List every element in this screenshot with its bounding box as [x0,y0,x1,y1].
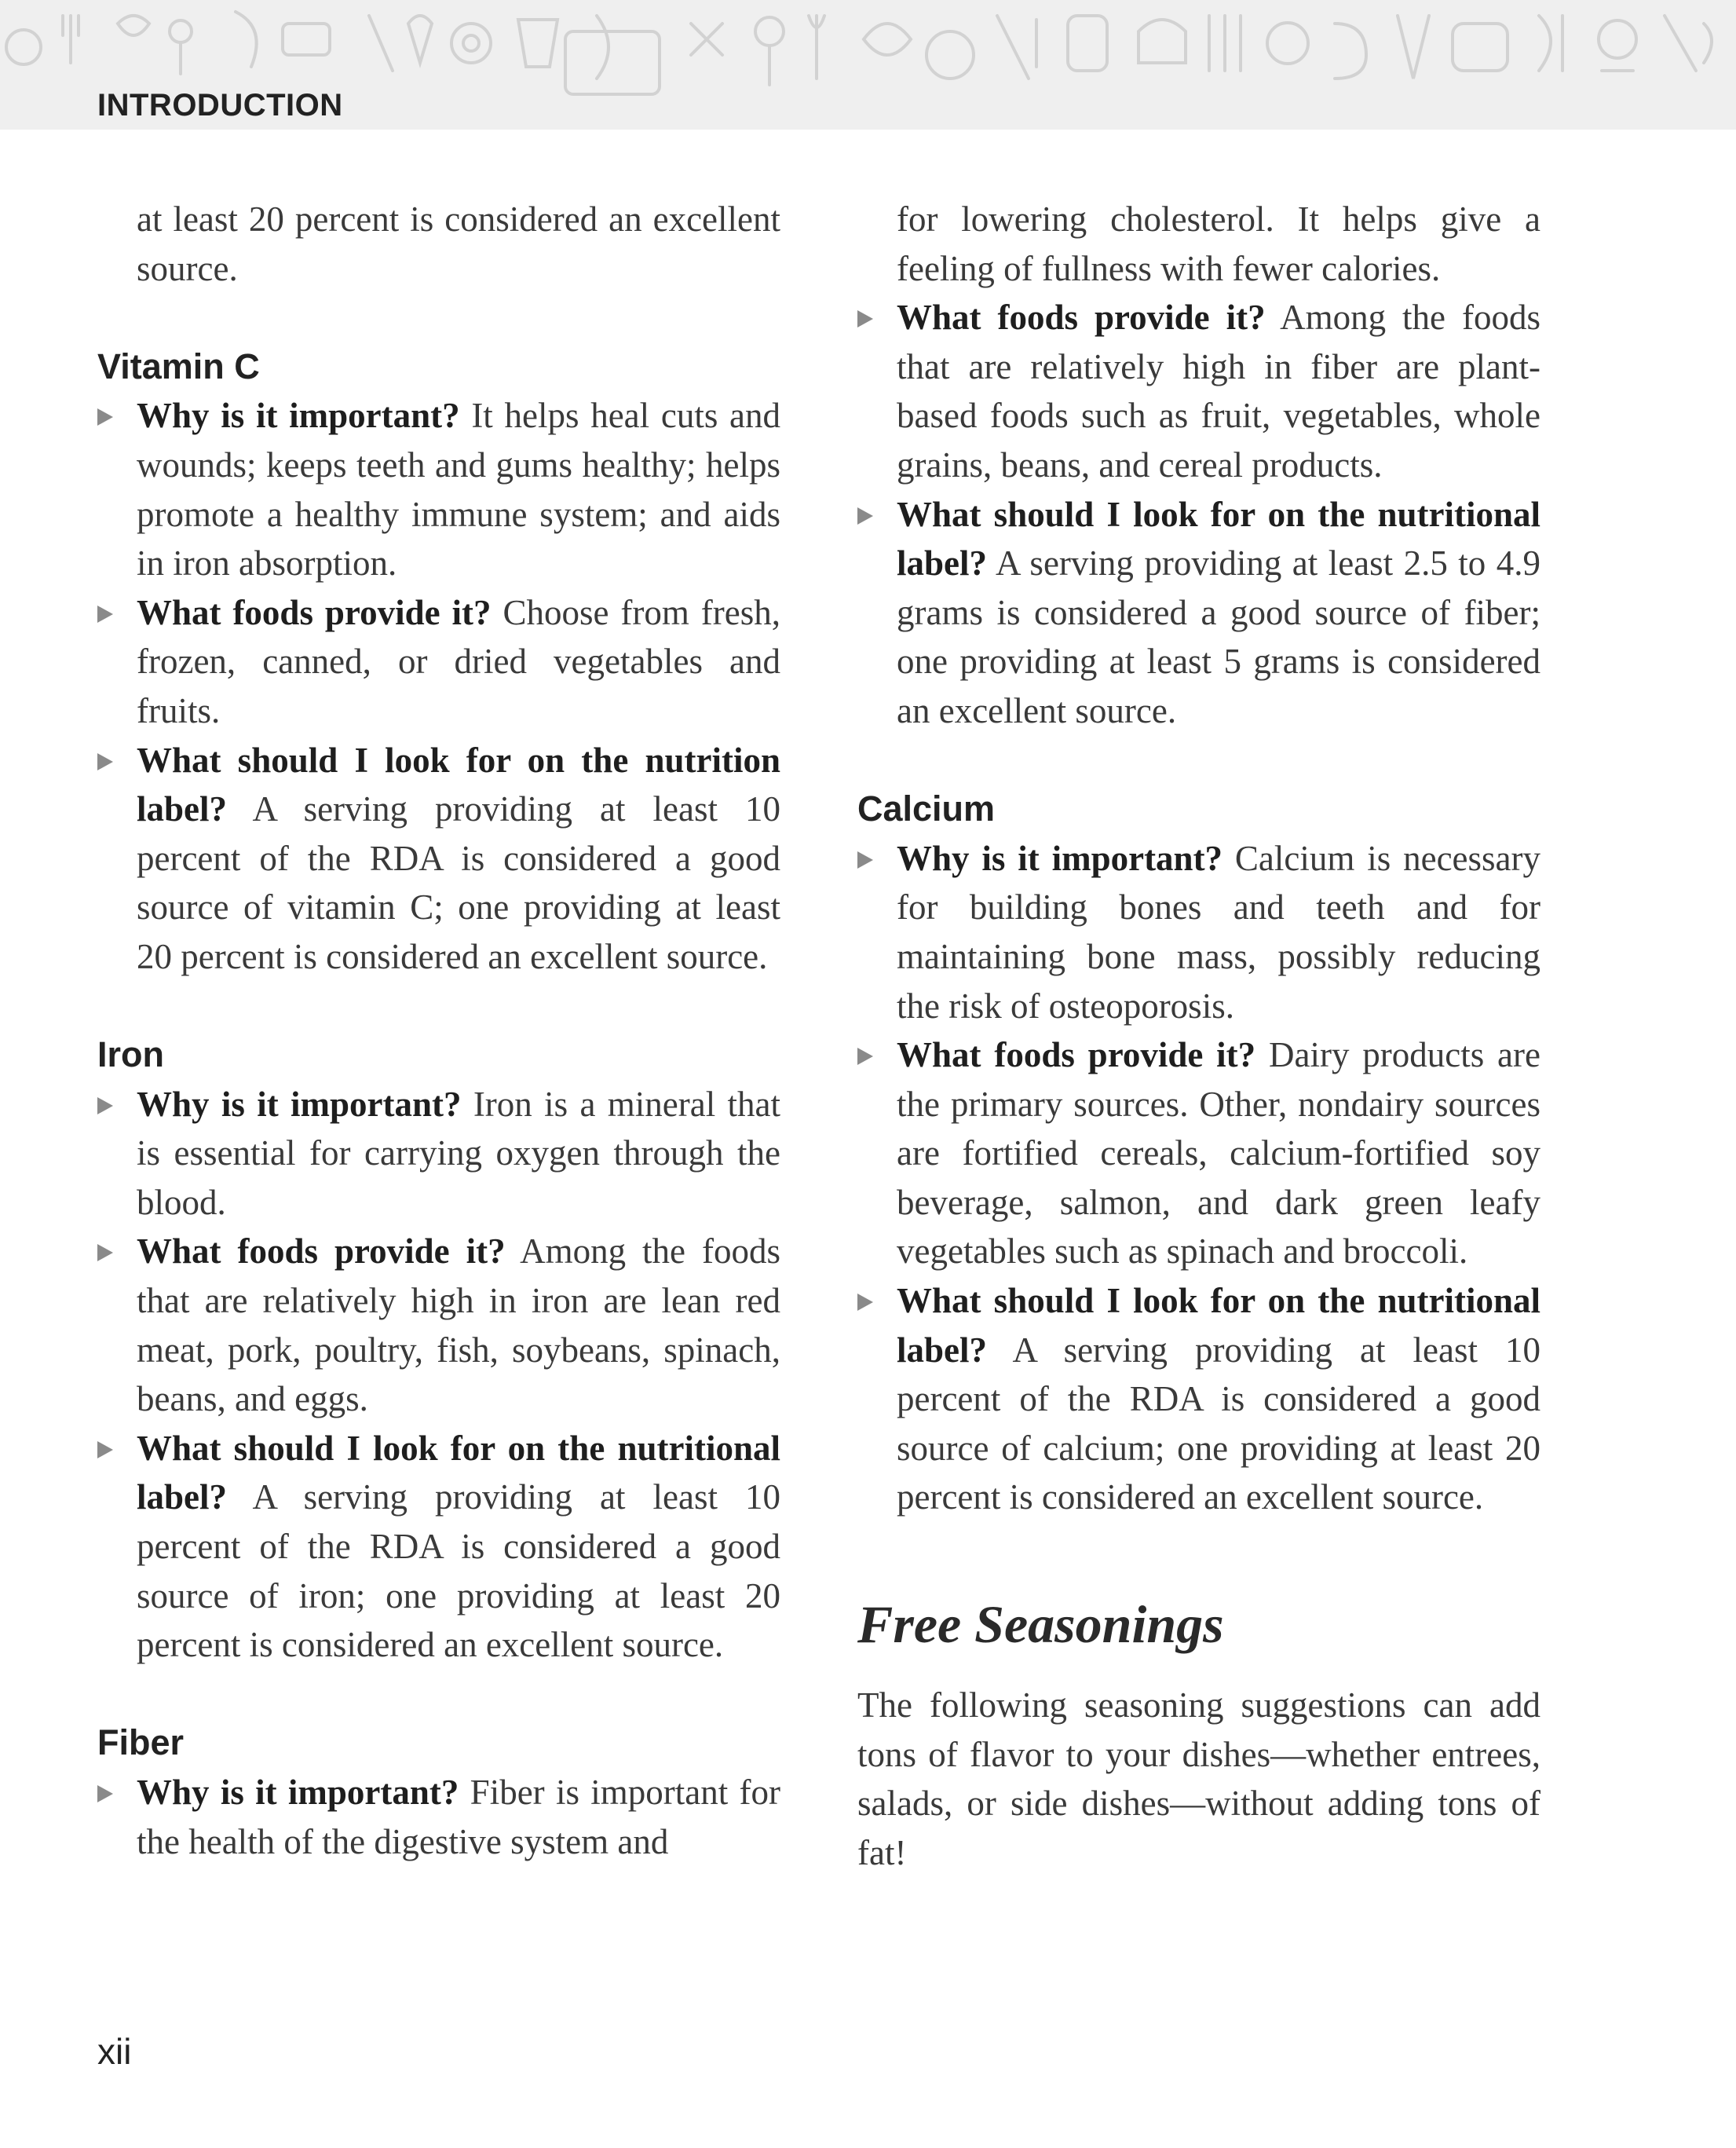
bullet-triangle-icon [97,1244,113,1261]
left-column [97,195,780,1866]
list-item: What foods provide it? Dairy products are the primary sources. Other, nondairy sources are fortified cereals, calcium-fortified soy beverage, salmon, and dark green leafy vegetables such as spinach and broccoli. [857,1030,1540,1276]
heading-iron: Iron [97,1034,164,1075]
bullet-triangle-icon [97,408,113,426]
list-item: Why is it important? Iron is a mineral that is essential for carrying oxygen through the blood. [97,1080,780,1228]
bullet-triangle-icon [857,310,873,328]
free-seasonings-title: Free Seasonings [857,1594,1224,1655]
fiber-list-continued [857,293,1540,735]
free-seasonings-paragraph: The following seasoning suggestions can add tons of flavor to your dishes—whether entrees, salads, or side dishes—without adding tons of fat! [857,1685,1540,1872]
bullet-triangle-icon [97,753,113,770]
page-number: xii [97,2031,132,2072]
fiber-carryover-text: for lowering cholesterol. It helps give a feeling of fullness with fewer calories. [897,199,1540,288]
list-item: Why is it important? It helps heal cuts and wounds; keeps teeth and gums healthy; helps promote a healthy immune system; and aids in iron absorption. [97,391,780,587]
list-item: What should I look for on the nutrition label? A serving providing at least 10 percent of the RDA is considered a good source of vitamin C; one providing at least 20 percent is considered an excellent source. [97,736,780,982]
bullet-triangle-icon [857,507,873,525]
list-item: What should I look for on the nutritional label? A serving providing at least 10 percent of the RDA is considered a good source of iron; one providing at least 20 percent is considered an excellent source. [97,1424,780,1670]
carryover-text: at least 20 percent is considered an excellent source. [137,199,780,288]
heading-fiber: Fiber [97,1722,185,1763]
running-header: INTRODUCTION [97,88,343,123]
bullet-triangle-icon [857,1294,873,1311]
list-item: What foods provide it? Choose from fresh, frozen, canned, or dried vegetables and fruits. [97,588,780,736]
iron-list [97,1080,780,1670]
bullet-triangle-icon [97,1097,113,1114]
bullet-triangle-icon [857,1048,873,1065]
list-item: What foods provide it? Among the foods that are relatively high in fiber are plant-based foods such as fruit, vegetables, whole grains, beans, and cereal products. [857,293,1540,489]
bullet-triangle-icon [97,606,113,623]
fiber-list [97,1768,780,1866]
calcium-list [857,834,1540,1522]
right-column [857,195,1540,1877]
bullet-triangle-icon [857,851,873,869]
header-band [0,0,1736,130]
list-item: What should I look for on the nutritional label? A serving providing at least 2.5 to 4.9 grams is considered a good source of fiber; one providing at least 5 grams is considered an excellent source. [857,490,1540,736]
list-item: What foods provide it? Among the foods that are relatively high in iron are lean red meat, pork, poultry, fish, soybeans, spinach, beans, and eggs. [97,1227,780,1423]
heading-calcium: Calcium [857,789,996,829]
list-item: Why is it important? Fiber is important for the health of the digestive system and [97,1768,780,1866]
list-item: What should I look for on the nutritional label? A serving providing at least 10 percent of the RDA is considered a good source of calcium; one providing at least 20 percent is considered an excellent source. [857,1276,1540,1522]
heading-vitamin-c: Vitamin C [97,346,260,386]
bullet-triangle-icon [97,1441,113,1458]
vitamin-c-list [97,391,780,981]
bullet-triangle-icon [97,1785,113,1802]
list-item: Why is it important? Calcium is necessary for building bones and teeth and for maintaining bone mass, possibly reducing the risk of osteoporosis. [857,834,1540,1030]
